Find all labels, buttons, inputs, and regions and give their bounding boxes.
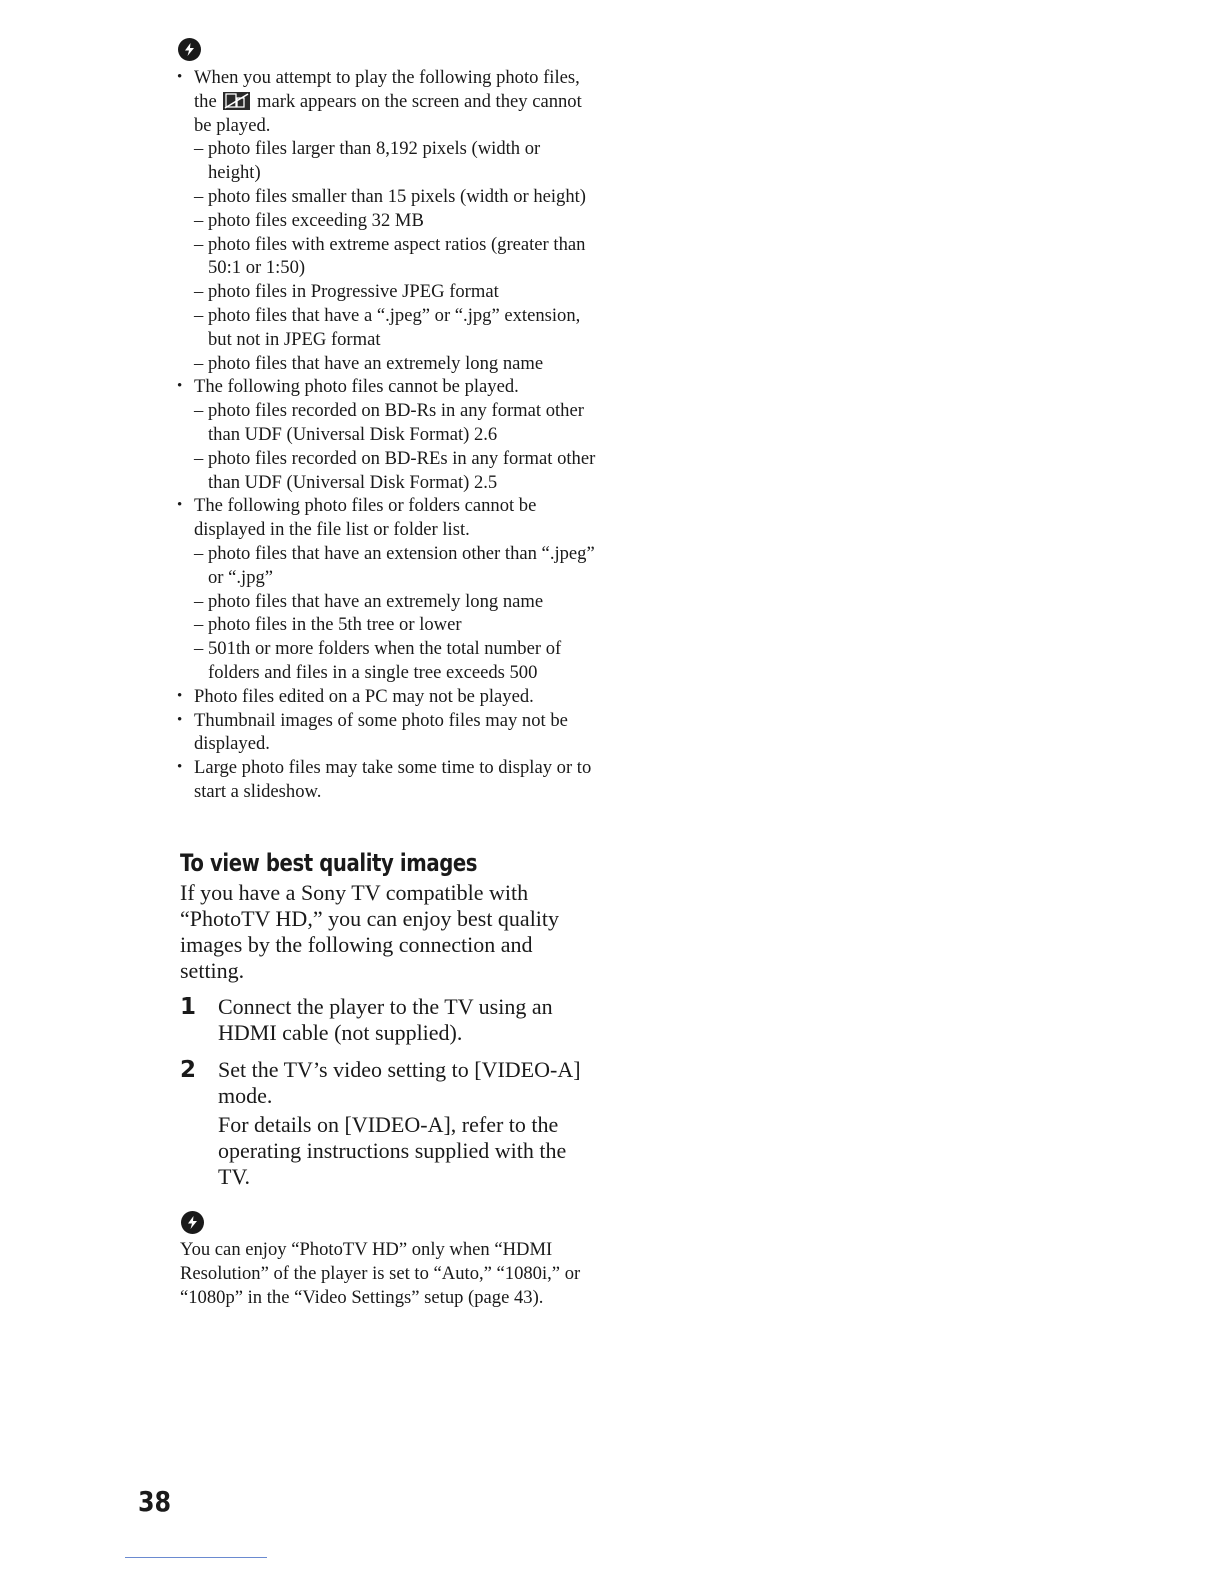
note-subitem: – photo files with extreme aspect ratios (greater than 50:1 or 1:50)	[176, 233, 596, 281]
note-subitem: – photo files exceeding 32 MB	[176, 209, 596, 233]
note-item: • The following photo files cannot be played.	[176, 375, 596, 399]
note-subitem: – photo files in Progressive JPEG format	[176, 280, 596, 304]
no-file-icon	[223, 92, 250, 110]
note-subitem: – photo files recorded on BD-Rs in any format other than UDF (Universal Disk Format) 2.6	[176, 399, 596, 447]
step-text: Connect the player to the TV using an HDMI cable (not supplied).	[218, 994, 553, 1045]
bottom-note-text: You can enjoy “PhotoTV HD” only when “HDMI Resolution” of the player is set to “Auto,” “1080i,” or “1080p” in the “Video Settings” setup (page 43).	[180, 1239, 581, 1308]
step-text: Set the TV’s video setting to [VIDEO-A] mode.	[218, 1057, 581, 1108]
note-icon	[178, 38, 201, 61]
note-item: • Thumbnail images of some photo files may not be displayed.	[176, 709, 596, 757]
note-item: • Large photo files may take some time to display or to start a slideshow.	[176, 756, 596, 804]
note-item: • Photo files edited on a PC may not be played.	[176, 685, 596, 709]
notes-list	[176, 66, 596, 804]
note-subitem: – photo files smaller than 15 pixels (width or height)	[176, 185, 596, 209]
section-intro: If you have a Sony TV compatible with “PhotoTV HD,” you can enjoy best quality images by the following connection and setting.	[180, 880, 560, 983]
note-subitem: – photo files that have a “.jpeg” or “.jpg” extension, but not in JPEG format	[176, 304, 596, 352]
footer-rule	[125, 1557, 267, 1558]
note-item	[176, 66, 596, 137]
note-item-text: When you attempt to play the following photo files, the	[194, 67, 580, 112]
step-number: 2	[180, 1057, 197, 1083]
note-subitem: – photo files that have an extension other than “.jpeg” or “.jpg”	[176, 542, 596, 590]
page-number: 38	[138, 1485, 172, 1518]
note-subitem: – 501th or more folders when the total number of folders and files in a single tree exceeds 500	[176, 637, 596, 685]
note-item-text-continued: mark appears on the screen and they cannot be played.	[194, 90, 582, 136]
step-detail: For details on [VIDEO-A], refer to the operating instructions supplied with the TV.	[218, 1112, 567, 1189]
note-subitem: – photo files in the 5th tree or lower	[176, 613, 596, 637]
note-item: • The following photo files or folders cannot be displayed in the file list or folder list.	[176, 494, 596, 542]
note-subitem: – photo files that have an extremely long name	[176, 352, 596, 376]
note-icon	[181, 1211, 204, 1234]
step-number: 1	[180, 994, 197, 1020]
note-subitem: – photo files recorded on BD-REs in any format other than UDF (Universal Disk Format) 2.5	[176, 447, 596, 495]
note-subitem: – photo files larger than 8,192 pixels (width or height)	[176, 137, 596, 185]
section-heading: To view best quality images	[180, 849, 478, 877]
note-subitem: – photo files that have an extremely long name	[176, 590, 596, 614]
